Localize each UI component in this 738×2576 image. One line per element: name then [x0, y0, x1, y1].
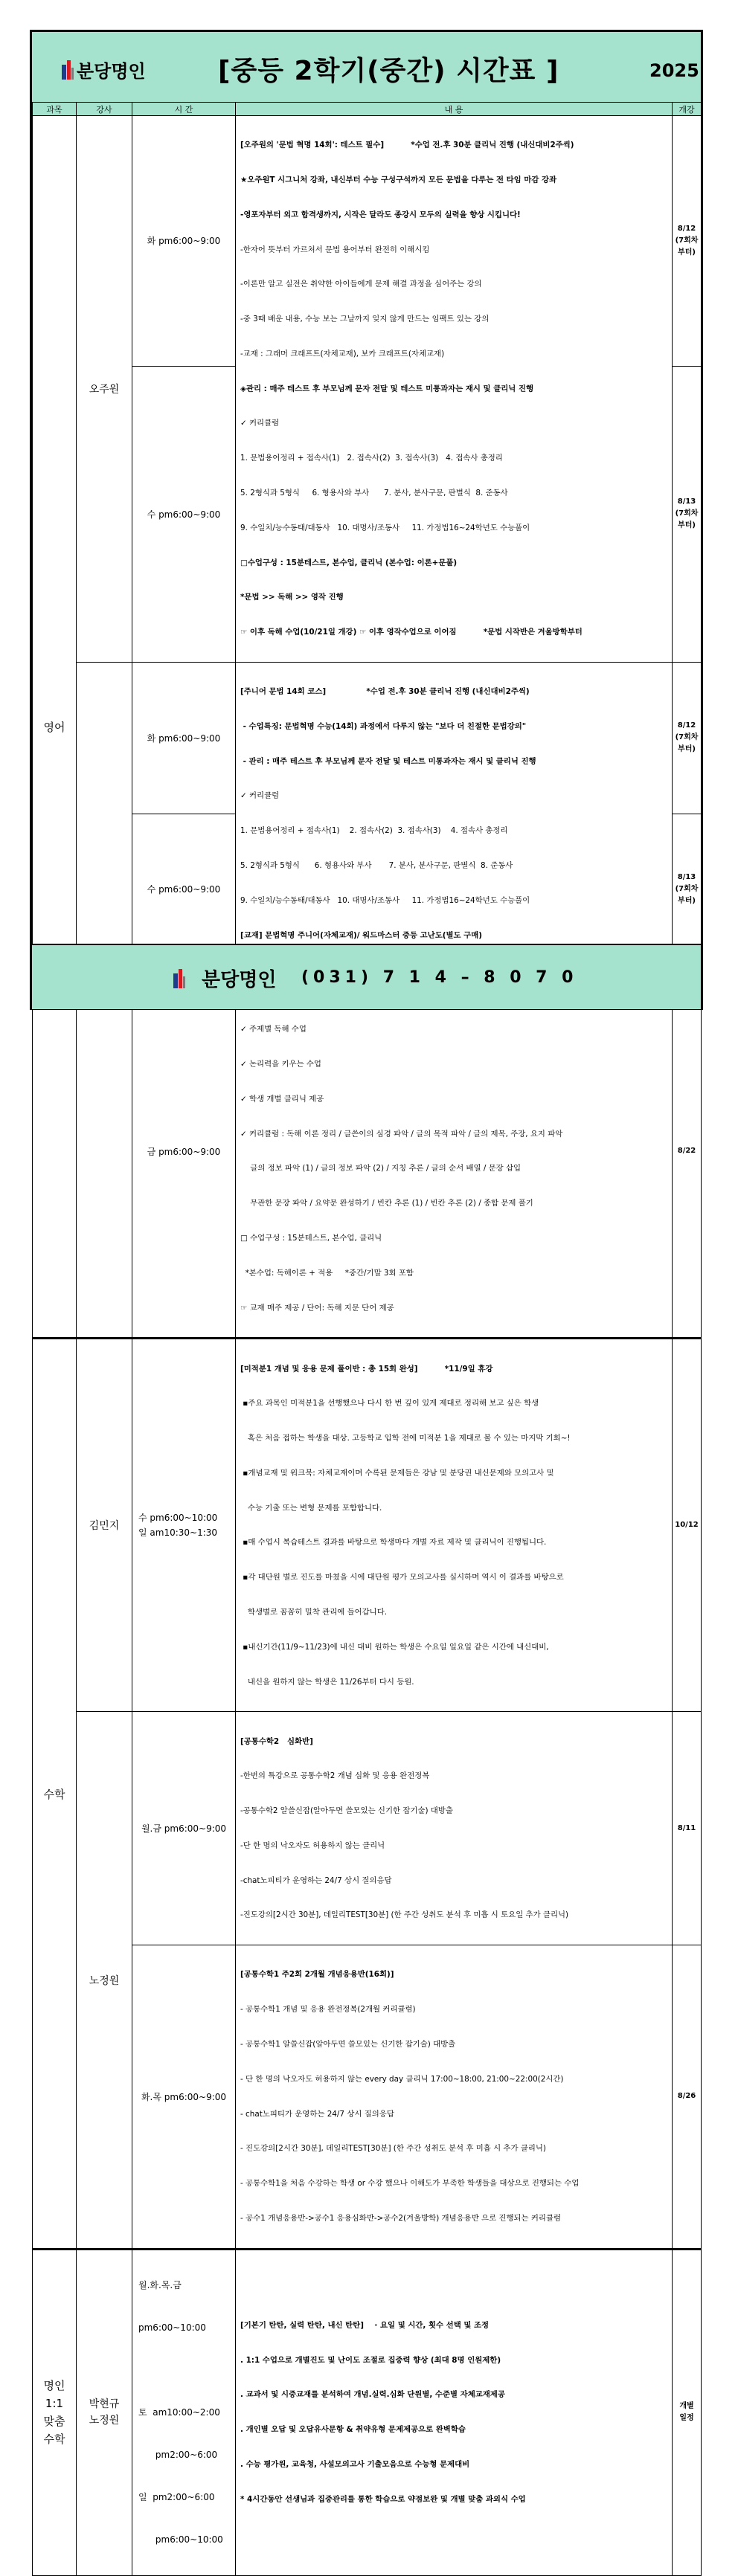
- content-line: [공통수학1 주2회 2개월 개념응용반(16회)]: [240, 1970, 394, 1980]
- content-line: [기본기 탄탄, 실력 탄탄, 내신 탄탄] · 요일 및 시간, 횟수 선택 및 조정: [240, 2320, 490, 2330]
- time-choi-tue: 화 pm6:00~9:00: [132, 662, 236, 814]
- content-line: [주니어 문법 14회 코스] *수업 전.후 30분 클리닉 진행 (내신대비2주씩): [240, 687, 530, 697]
- content-line: ✓ 논리력을 키우는 수업: [240, 1060, 321, 1069]
- open-choi-wed: [673, 814, 702, 965]
- content-line: * 4시간동안 선생님과 집중관리를 통한 학습으로 약점보완 및 개별 맞춤 과외식 수업: [240, 2494, 526, 2504]
- open-private: [673, 2249, 702, 2575]
- time-line: 토 am10:00~2:00: [138, 2406, 220, 2418]
- time-private: [132, 2249, 236, 2575]
- teacher-kim: 김민지: [77, 1339, 132, 1712]
- content-oh: [236, 116, 673, 663]
- content-line: -영포자부터 외고 합격생까지, 시작은 달라도 종강시 모두의 실력을 향상 시킵니다!: [240, 210, 521, 219]
- content-noh-concept: [236, 1945, 673, 2249]
- content-line: -한번의 특강으로 공통수학2 개념 심화 및 응용 완전정복: [240, 1771, 430, 1781]
- time-line: [138, 2363, 235, 2377]
- time-line: 월.화.목.금: [138, 2279, 182, 2290]
- open-note: (7회차: [675, 509, 699, 518]
- col-subject: 과목: [33, 103, 77, 116]
- table-row: [33, 2249, 702, 2575]
- content-line: -진도강의[2시간 30분], 데일리TEST[30분] (한 주간 성취도 분석 후 미흡 시 토요일 추가 클리닉): [240, 1910, 569, 1920]
- table-row: [33, 1339, 702, 1712]
- content-noh-advanced: [236, 1712, 673, 1945]
- content-line: 5. 2형식과 5형식 6. 형용사와 부사 7. 분사, 분사구문, 판별식 8. 준동사: [240, 489, 508, 498]
- teacher-noh: 노정원: [77, 1712, 132, 2249]
- open-choi-fri: 8/22: [673, 965, 702, 1339]
- table-row: [33, 1945, 702, 2249]
- open-date: 8/12: [677, 224, 696, 233]
- time-line: pm6:00~10:00: [138, 2534, 223, 2545]
- content-line: . 개인별 오답 및 오답유사문항 & 취약유형 문제제공으로 완벽학습: [240, 2425, 466, 2435]
- content-private: [236, 2249, 673, 2575]
- content-line: -chat노피티가 운영하는 24/7 상시 질의응답: [240, 1875, 392, 1885]
- open-date: 8/12: [677, 721, 696, 730]
- open-kim: 10/12: [673, 1339, 702, 1712]
- content-line: - 단 한 명의 낙오자도 허용하지 않는 every day 클리닉 17:00~18:00, 21:00~22:00(2시간): [240, 2074, 564, 2084]
- content-line: 5. 2형식과 5형식 6. 형용사와 부사 7. 분사, 분사구문, 판별식 8. 준동사: [240, 861, 513, 870]
- header-bar: [32, 32, 701, 103]
- time-choi-fri: 금 pm6:00~9:00: [132, 965, 236, 1339]
- open-note: 개별: [679, 2402, 694, 2411]
- col-time: 시 간: [132, 103, 236, 116]
- teacher-oh: 오주원: [77, 116, 132, 663]
- content-line: ✓ 커리큘럼 : 독해 이론 정리 / 글쓴이의 심경 파악 / 글의 목적 파악 / 글의 제목, 주장, 요지 파악: [240, 1129, 563, 1139]
- content-line: ✓ 커리큘럼: [240, 791, 280, 801]
- subject-english: 영어: [33, 116, 77, 1339]
- open-note: 부터): [678, 248, 696, 257]
- content-line: 1. 문법용어정리 + 접속사(1) 2. 접속사(2) 3. 접속사(3) 4. 접속사 총정리: [240, 826, 508, 836]
- content-line: -공통수학2 알쓸신잡(알아두면 쓸모있는 신기한 잡기술) 대방출: [240, 1806, 453, 1816]
- content-line: - 공통수학1 개념 및 응용 완전정복(2개월 커리큘럼): [240, 2005, 416, 2015]
- open-noh-monfri: 8/11: [673, 1712, 702, 1945]
- content-line: *본수업: 독해이론 + 적용 *중간/기말 3회 포함: [240, 1268, 414, 1278]
- time-oh-tue: 화 pm6:00~9:00: [132, 116, 236, 367]
- time-noh-monfri: 월.금 pm6:00~9:00: [132, 1712, 236, 1945]
- content-line: ▪매 수업시 복습테스트 결과를 바탕으로 학생마다 개별 자료 제작 및 클리닉이 진행됩니다.: [240, 1538, 547, 1548]
- open-note: 일정: [679, 2414, 694, 2423]
- brand-name: 분당명인: [77, 61, 146, 82]
- open-oh-wed: [673, 366, 702, 662]
- content-line: [공통수학2 심화반]: [240, 1736, 313, 1746]
- subject-private: [33, 2249, 77, 2575]
- subject-math: 수학: [33, 1339, 77, 2249]
- content-choi-reading: [236, 965, 673, 1339]
- content-line: [교재] 문법혁명 주니어(자체교재)/ 워드마스터 중등 고난도(별도 구매): [240, 930, 482, 940]
- content-line: ▪주요 과목인 미적분1을 선행했으나 다시 한 번 깊이 있게 제대로 정리해 보고 싶은 학생: [240, 1399, 539, 1408]
- content-kim: [236, 1339, 673, 1712]
- content-line: ✓ 학생 개별 클리닉 제공: [240, 1094, 324, 1104]
- teacher-private: [77, 2249, 132, 2575]
- content-line: 내신을 원하지 않는 학생은 11/26부터 다시 등원.: [240, 1677, 414, 1687]
- table-row: [33, 116, 702, 367]
- time-choi-wed: 수 pm6:00~9:00: [132, 814, 236, 965]
- teacher-line: 노정원: [89, 2415, 120, 2427]
- time-line: 일 am10:30~1:30: [138, 1527, 218, 1539]
- content-line: ☞ 이후 독해 수업(10/21일 개강) ☞ 이후 영작수업으로 이어짐 *문법 시작반은 겨울방학부터: [240, 628, 583, 637]
- content-line: ▪개념교재 및 워크북: 자체교재이며 수록된 문제들은 강남 및 분당권 내신문제와 모의고사 및: [240, 1468, 554, 1478]
- time-line: 수 pm6:00~10:00: [138, 1513, 218, 1524]
- footer-bar: [32, 944, 701, 1009]
- col-content: 내 용: [236, 103, 673, 116]
- content-line: ✓ 커리큘럼: [240, 419, 280, 428]
- content-line: -단 한 명의 낙오자도 허용하지 않는 클리닉: [240, 1841, 385, 1850]
- content-line: [미적분1 개념 및 응용 문제 풀이반 : 총 15회 완성] *11/9일 휴강: [240, 1364, 493, 1374]
- content-line: 혹은 처음 접하는 학생을 대상. 고등학교 입학 전에 미적분 1을 제대로 볼 수 있는 마지막 기회~!: [240, 1434, 571, 1443]
- content-line: -이론만 알고 실전은 취약한 아이들에게 문제 해결 과정을 심어주는 강의: [240, 280, 482, 289]
- logo-icon: [62, 60, 74, 80]
- time-noh-tuethu: 화.목 pm6:00~9:00: [132, 1945, 236, 2249]
- content-line: . 수능 평가원, 교육청, 사설모의고사 기출모음으로 수능형 문제대비: [240, 2460, 470, 2470]
- timetable-page: [30, 30, 703, 2545]
- open-choi-tue: [673, 662, 702, 814]
- content-choi-grammar: [236, 662, 673, 965]
- logo-icon: [173, 969, 185, 988]
- open-note: (7회차: [675, 733, 699, 742]
- table-row: [33, 1712, 702, 1945]
- content-line: ▪내신기간(11/9~11/23)에 내신 대비 원하는 학생은 수요일 일요일 같은 시간에 내신대비,: [240, 1642, 549, 1652]
- content-line: 수능 기출 또는 변형 문제를 포함합니다.: [240, 1503, 382, 1513]
- page-title: [중등 2학기(중간) 시간표 ]: [218, 56, 559, 86]
- time-kim: [132, 1339, 236, 1712]
- open-date: 8/13: [677, 872, 696, 881]
- table-row: [33, 965, 702, 1339]
- subject-line: 명인: [43, 2379, 65, 2393]
- content-line: 9. 수일치/능수동태/대동사 10. 대명사/조동사 11. 가정법16~24학년도 수능풀이: [240, 895, 530, 905]
- schedule-table: [32, 102, 702, 2576]
- content-line: -한자어 뜻부터 가르쳐서 문법 용어부터 완전히 이해시킴: [240, 245, 430, 254]
- open-note: 부터): [678, 896, 696, 905]
- content-line: □수업구성 : 15분테스트, 본수업, 클리닉 (본수업: 이론+문풀): [240, 558, 458, 567]
- col-teacher: 강사: [77, 103, 132, 116]
- content-line: ✓ 주제별 독해 수업: [240, 1025, 307, 1034]
- content-line: [오주원의 '문법 혁명 14회': 테스트 필수] *수업 전.후 30분 클리닉 진행 (내신대비2주씩): [240, 141, 574, 150]
- content-line: 1. 문법용어정리 + 접속사(1) 2. 접속사(2) 3. 접속사(3) 4. 접속사 총정리: [240, 454, 503, 463]
- content-line: - chat노피티가 운영하는 24/7 상시 질의응답: [240, 2109, 394, 2119]
- subject-line: 1:1: [45, 2397, 64, 2411]
- open-note: 부터): [678, 745, 696, 754]
- content-line: 9. 수일치/능수동태/대동사 10. 대명사/조동사 11. 가정법16~24학년도 수능풀이: [240, 523, 530, 532]
- subject-line: 수학: [43, 2432, 65, 2447]
- column-header-row: [33, 103, 702, 116]
- open-note: 부터): [678, 521, 696, 530]
- col-open: 개강: [673, 103, 702, 116]
- open-oh-tue: [673, 116, 702, 367]
- content-line: - 진도강의[2시간 30분], 데일리TEST[30분] (한 주간 성취도 분석 후 미흡 시 추가 클리닉): [240, 2144, 546, 2154]
- open-note: (7회차: [675, 236, 699, 245]
- content-line: ◈관리 : 매주 테스트 후 부모님께 문자 전달 및 테스트 미통과자는 재시 및 클리닉 진행: [240, 384, 534, 393]
- open-note: (7회차: [675, 884, 699, 893]
- open-noh-tuethu: 8/26: [673, 1945, 702, 2249]
- content-line: ▪각 대단원 별로 진도를 마쳤을 시에 대단원 평가 모의고사를 실시하며 역시 이 결과를 바탕으로: [240, 1573, 564, 1582]
- content-line: - 관리 : 매주 테스트 후 부모님께 문자 전달 및 테스트 미통과자는 재시 및 클리닉 진행: [240, 756, 536, 766]
- open-date: 8/13: [677, 498, 696, 506]
- content-line: ☞ 교재 매주 제공 / 단어: 독해 지문 단어 제공: [240, 1303, 394, 1313]
- time-oh-wed: 수 pm6:00~9:00: [132, 366, 236, 662]
- content-line: . 교과서 및 시중교재를 분석하여 개념.실력.심화 단원별, 수준별 자체교재제공: [240, 2390, 505, 2400]
- content-line: 무관한 문장 파악 / 요약문 완성하기 / 빈칸 추론 (1) / 빈칸 추론 (2) / 종합 문제 풀기: [240, 1199, 533, 1208]
- content-line: - 공통수학1 알쓸신잡(알아두면 쓸모있는 신기한 잡기술) 대방출: [240, 2039, 456, 2049]
- content-line: 글의 정보 파악 (1) / 글의 정보 파악 (2) / 지칭 추론 / 글의 순서 배열 / 문장 삽입: [240, 1164, 522, 1173]
- footer-phone: (031) 7 1 4 – 8 0 7 0: [301, 968, 578, 987]
- time-line: pm6:00~10:00: [138, 2322, 206, 2333]
- content-line: -중 3때 배운 내용, 수능 보는 그날까지 잊지 않게 만드는 임팩트 있는 강의: [240, 315, 490, 324]
- content-line: - 공수1 개념응용반->공수1 응용심화반->공수2(겨울방학) 개념응용반 으로 진행되는 커리큘럼: [240, 2213, 562, 2223]
- content-line: ★오주원T 시그니처 강좌, 내신부터 수능 구성구석까지 모든 문법을 다루는 전 타임 마감 강좌: [240, 175, 557, 184]
- content-line: 학생별로 꼼꼼히 밀착 관리에 들어갑니다.: [240, 1608, 388, 1617]
- year-label: 2025: [649, 60, 699, 81]
- footer-brand: 분당명인: [202, 969, 277, 991]
- content-line: -교재 : 그래머 크래프트(자체교재), 보카 크래프트(자체교재): [240, 349, 445, 358]
- content-line: . 1:1 수업으로 개별진도 및 난이도 조절로 집중력 향상 (최대 8명 인원제한): [240, 2355, 501, 2365]
- content-line: - 공통수학1을 처음 수강하는 학생 or 수강 했으나 이해도가 부족한 학생들을 대상으로 진행되는 수업: [240, 2179, 580, 2189]
- time-line: pm2:00~6:00: [138, 2449, 218, 2460]
- content-line: □ 수업구성 : 15분테스트, 본수업, 클리닉: [240, 1234, 382, 1243]
- time-line: 일 pm2:00~6:00: [138, 2491, 215, 2502]
- table-row: [33, 662, 702, 814]
- subject-line: 맞춤: [43, 2415, 65, 2429]
- content-line: *문법 >> 독해 >> 영작 진행: [240, 593, 344, 602]
- content-line: - 수업특징: 문법혁명 수능(14회) 과정에서 다루지 않는 "보다 더 친절한 문법강의": [240, 721, 527, 731]
- teacher-line: 박현규: [89, 2398, 120, 2411]
